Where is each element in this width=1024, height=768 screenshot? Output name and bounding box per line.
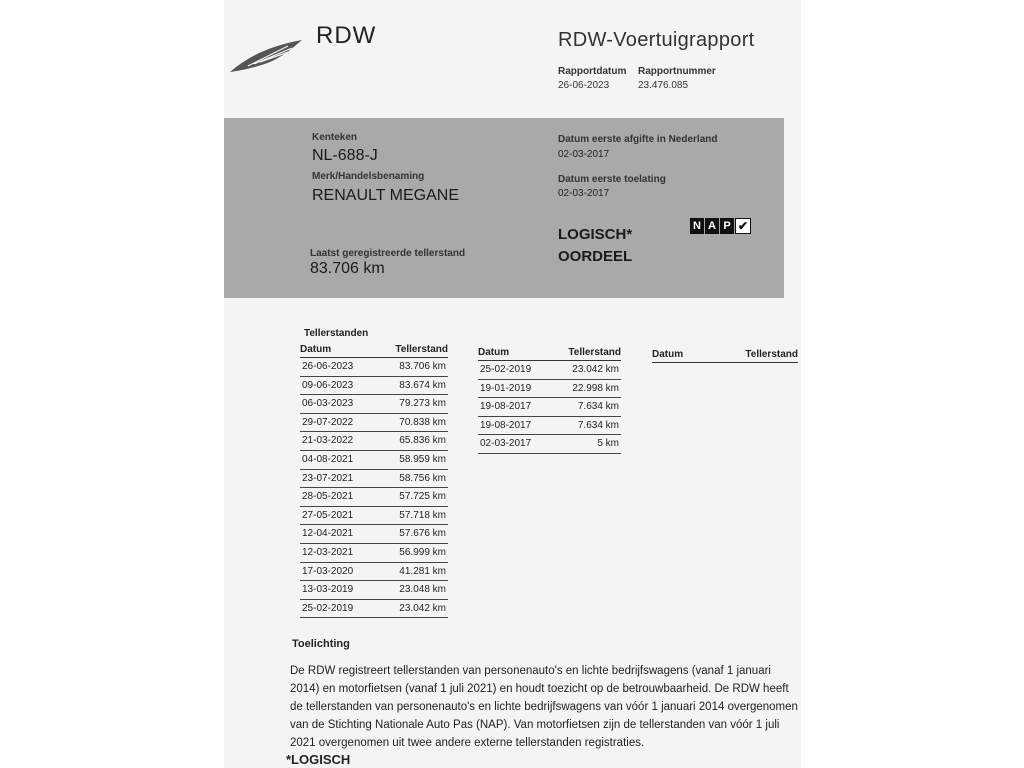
table-row — [300, 507, 448, 526]
odometer-value: 83.706 km — [310, 260, 385, 277]
row-reading: 83.674 km — [399, 379, 446, 391]
row-reading: 79.273 km — [399, 398, 446, 410]
col-date: Datum — [652, 349, 684, 360]
first-admission-value: 02-03-2017 — [558, 188, 610, 199]
table-row — [300, 488, 448, 507]
nap-letter: N — [690, 218, 704, 234]
row-reading: 58.756 km — [399, 472, 446, 484]
table-row — [300, 563, 448, 582]
row-date: 17-03-2020 — [302, 565, 354, 577]
row-reading: 7.634 km — [577, 419, 619, 431]
col-reading: Tellerstand — [745, 349, 798, 360]
checkmark-icon: ✔ — [735, 218, 751, 234]
table-header — [300, 344, 448, 358]
row-reading: 65.836 km — [399, 435, 446, 447]
report-page — [224, 0, 801, 768]
report-number: 23.476.085 — [638, 80, 689, 91]
explanation-title: Toelichting — [292, 638, 350, 650]
table-row — [478, 361, 621, 380]
row-reading: 56.999 km — [399, 546, 446, 558]
table-row — [300, 581, 448, 600]
nap-letter: A — [705, 218, 719, 234]
first-issue-nl-label: Datum eerste afgifte in Nederland — [558, 134, 718, 145]
row-reading: 57.718 km — [399, 509, 446, 521]
verdict-line-1: LOGISCH* — [558, 226, 633, 243]
report-date: 26-06-2023 — [558, 80, 610, 91]
row-date: 27-05-2021 — [302, 509, 354, 521]
table-row — [300, 451, 448, 470]
readings-table-1 — [300, 344, 448, 618]
row-reading: 5 km — [597, 438, 619, 450]
make-value: RENAULT MEGANE — [312, 187, 459, 204]
row-reading: 57.725 km — [399, 491, 446, 503]
col-reading: Tellerstand — [395, 344, 448, 355]
col-date: Datum — [478, 347, 510, 358]
odometer-label: Laatst geregistreerde tellerstand — [310, 248, 466, 259]
row-date: 28-05-2021 — [302, 491, 354, 503]
vehicle-summary-panel — [224, 118, 784, 298]
verdict — [558, 224, 632, 268]
row-reading: 23.042 km — [572, 364, 619, 375]
row-date: 25-02-2019 — [480, 364, 532, 375]
row-reading: 58.959 km — [399, 453, 446, 465]
brand-name: RDW — [316, 22, 377, 49]
row-date: 29-07-2022 — [302, 416, 354, 428]
table-row — [300, 470, 448, 489]
readings-table-3 — [652, 349, 798, 363]
nap-letter: P — [720, 218, 734, 234]
table-row — [300, 544, 448, 563]
row-reading: 22.998 km — [572, 382, 619, 394]
first-admission-label: Datum eerste toelating — [558, 174, 666, 185]
table-row — [300, 395, 448, 414]
row-reading: 7.634 km — [577, 401, 619, 413]
table-row — [478, 435, 621, 454]
col-reading: Tellerstand — [568, 347, 621, 358]
table-header — [478, 347, 621, 361]
col-date: Datum — [300, 344, 332, 355]
row-date: 19-08-2017 — [480, 419, 532, 431]
table-row — [300, 358, 448, 377]
row-date: 09-06-2023 — [302, 379, 354, 391]
row-date: 25-02-2019 — [302, 602, 354, 614]
table-row — [300, 432, 448, 451]
table-header — [652, 349, 798, 363]
row-date: 02-03-2017 — [480, 438, 532, 450]
row-date: 13-03-2019 — [302, 584, 354, 596]
row-reading: 70.838 km — [399, 416, 446, 428]
row-reading: 57.676 km — [399, 528, 446, 540]
footnote-heading: *LOGISCH — [286, 752, 351, 767]
report-number-label: Rapportnummer — [638, 66, 716, 77]
row-reading: 41.281 km — [399, 565, 446, 577]
report-date-label: Rapportdatum — [558, 66, 627, 77]
row-date: 23-07-2021 — [302, 472, 354, 484]
explanation-text: De RDW registreert tellerstanden van personenauto's en lichte bedrijfswagens (vanaf 1 januari 2014) en motorfietsen (vanaf 1 juli 2021) en houdt toezicht op de betrouwbaarheid. De RDW heeft de tellerstanden van personenauto's en lichte bedrijfswagens van vóór 1 januari 2014 overgenomen van de Stichting Nationale Auto Pas (NAP). Van motorfietsen zijn de tellerstanden van vóór 1 juli 2021 overgenomen uit twee andere externe tellerstanden registraties. — [290, 665, 798, 749]
verdict-line-2: OORDEEL — [558, 248, 633, 265]
plate-value: NL-688-J — [312, 147, 378, 164]
first-issue-nl-value: 02-03-2017 — [558, 149, 610, 160]
table-row — [478, 380, 621, 399]
row-reading: 23.048 km — [399, 584, 446, 596]
row-date: 12-04-2021 — [302, 528, 354, 540]
row-reading: 83.706 km — [399, 361, 446, 372]
table-row — [300, 600, 448, 619]
table-row — [300, 414, 448, 433]
nap-logo — [690, 218, 751, 234]
row-date: 19-08-2017 — [480, 401, 532, 413]
page-title: RDW-Voertuigrapport — [558, 29, 755, 51]
table-row — [478, 417, 621, 436]
rdw-logo-icon — [228, 36, 306, 76]
row-date: 04-08-2021 — [302, 453, 354, 465]
row-date: 26-06-2023 — [302, 361, 354, 372]
table-row — [300, 525, 448, 544]
row-date: 21-03-2022 — [302, 435, 354, 447]
plate-label: Kenteken — [312, 132, 358, 143]
row-date: 19-01-2019 — [480, 382, 532, 394]
table-row — [478, 398, 621, 417]
row-date: 12-03-2021 — [302, 546, 354, 558]
readings-table-2 — [478, 347, 621, 454]
readings-title: Tellerstanden — [304, 328, 369, 339]
make-label: Merk/Handelsbenaming — [312, 171, 425, 182]
row-reading: 23.042 km — [399, 602, 446, 614]
row-date: 06-03-2023 — [302, 398, 354, 410]
table-row — [300, 377, 448, 396]
